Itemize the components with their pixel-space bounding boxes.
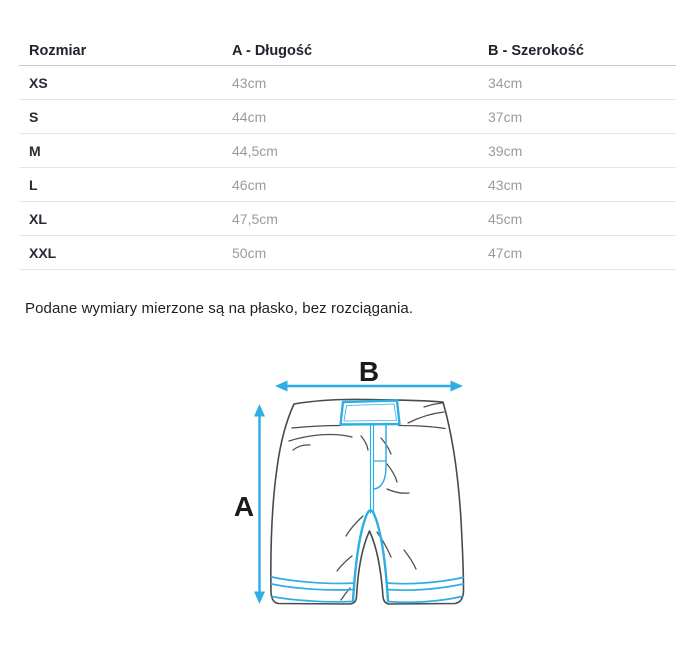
label-a: A bbox=[233, 491, 255, 522]
size-label: XL bbox=[19, 202, 222, 236]
width-value: 45cm bbox=[478, 202, 676, 236]
table-row bbox=[19, 134, 676, 168]
size-label: S bbox=[19, 100, 222, 134]
column-header-width: B - Szerokość bbox=[478, 36, 676, 66]
width-value: 43cm bbox=[478, 168, 676, 202]
size-label: L bbox=[19, 168, 222, 202]
length-value: 44cm bbox=[222, 100, 478, 134]
label-b: B bbox=[358, 356, 380, 387]
length-arrow bbox=[254, 404, 265, 604]
width-value: 34cm bbox=[478, 66, 676, 100]
velcro-patch bbox=[341, 401, 400, 425]
width-value: 39cm bbox=[478, 134, 676, 168]
column-header-size: Rozmiar bbox=[19, 36, 222, 66]
width-value: 47cm bbox=[478, 236, 676, 270]
table-row bbox=[19, 202, 676, 236]
measurement-note: Podane wymiary mierzone są na płasko, bez rozciągania. bbox=[25, 300, 414, 317]
size-label: XXL bbox=[19, 236, 222, 270]
size-label: M bbox=[19, 134, 222, 168]
size-chart bbox=[19, 36, 676, 270]
length-value: 50cm bbox=[222, 236, 478, 270]
table-row bbox=[19, 236, 676, 270]
column-header-length: A - Długość bbox=[222, 36, 478, 66]
table-row bbox=[19, 66, 676, 100]
shorts-outline bbox=[271, 399, 464, 604]
size-table bbox=[19, 36, 676, 270]
length-value: 44,5cm bbox=[222, 134, 478, 168]
length-value: 46cm bbox=[222, 168, 478, 202]
table-header-row bbox=[19, 36, 676, 66]
shorts-technical-drawing bbox=[210, 345, 490, 655]
length-value: 47,5cm bbox=[222, 202, 478, 236]
width-value: 37cm bbox=[478, 100, 676, 134]
table-row bbox=[19, 100, 676, 134]
length-value: 43cm bbox=[222, 66, 478, 100]
table-row bbox=[19, 168, 676, 202]
size-label: XS bbox=[19, 66, 222, 100]
shorts-diagram bbox=[210, 345, 490, 655]
